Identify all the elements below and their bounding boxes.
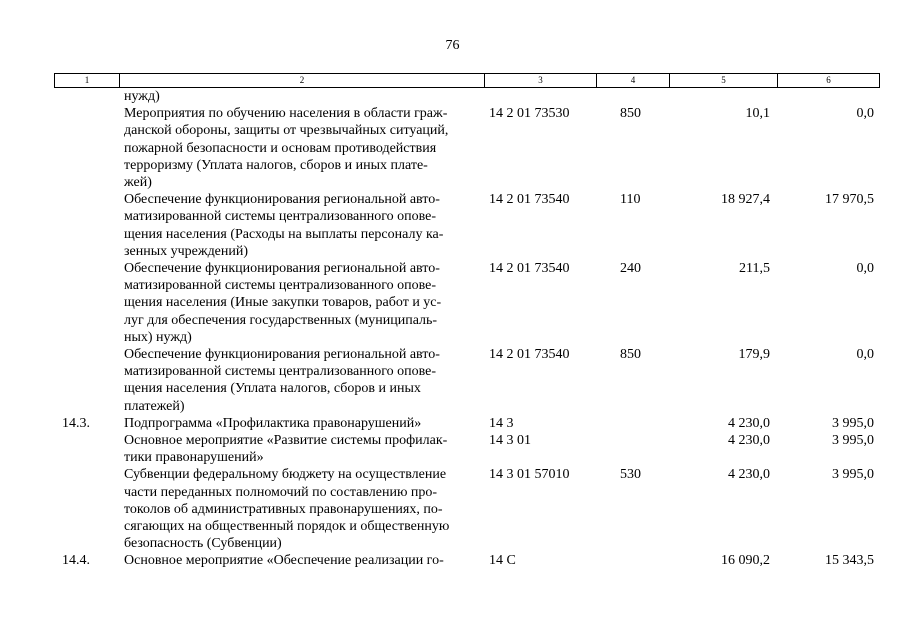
row-value-2: 17 970,5 bbox=[825, 192, 874, 208]
row-value-1: 16 090,2 bbox=[721, 553, 770, 569]
row-value-2: 0,0 bbox=[856, 261, 874, 277]
table-row bbox=[0, 260, 905, 346]
row-expense-type: 530 bbox=[620, 467, 641, 483]
row-value-2: 3 995,0 bbox=[832, 433, 874, 449]
row-code: 14 2 01 73530 bbox=[489, 106, 570, 122]
row-code: 14 3 bbox=[489, 415, 514, 431]
table-row bbox=[0, 346, 905, 415]
row-number: 14.3. bbox=[62, 415, 90, 431]
header-col-3: 3 bbox=[485, 74, 597, 87]
row-value-1: 18 927,4 bbox=[721, 192, 770, 208]
header-col-2: 2 bbox=[120, 74, 485, 87]
row-code: 14 2 01 73540 bbox=[489, 261, 570, 277]
row-description: Основное мероприятие «Развитие системы профилак- тики правонарушений» bbox=[124, 433, 448, 466]
row-value-1: 10,1 bbox=[745, 106, 770, 122]
page-number: 76 bbox=[445, 38, 460, 53]
header-col-1: 1 bbox=[55, 74, 120, 87]
row-value-2: 3 995,0 bbox=[832, 467, 874, 483]
table-row bbox=[0, 415, 905, 432]
header-col-6: 6 bbox=[826, 75, 831, 85]
row-description: Мероприятия по обучению населения в области граж- данской обороны, защиты от чрезвычайных ситуаций, пожарной безопасности и основам противодействия терроризму (Уплата налогов, сборов и иных плате- жей) bbox=[124, 106, 449, 191]
row-code: 14 С bbox=[489, 553, 516, 569]
row-description: нужд) bbox=[124, 89, 160, 104]
header-col-5: 5 bbox=[670, 74, 778, 87]
row-number: 14.4. bbox=[62, 553, 90, 569]
row-code: 14 2 01 73540 bbox=[489, 347, 570, 363]
row-value-2: 3 995,0 bbox=[832, 415, 874, 431]
table-row bbox=[0, 466, 905, 552]
row-description: Обеспечение функционирования региональной авто- матизированной системы централизованного опове- щения населения (Уплата налогов, сборов и иных платежей) bbox=[124, 347, 440, 414]
row-expense-type: 110 bbox=[620, 192, 641, 208]
row-value-1: 4 230,0 bbox=[728, 415, 770, 431]
row-code: 14 3 01 bbox=[489, 433, 531, 449]
row-expense-type: 850 bbox=[620, 347, 641, 363]
row-description: Подпрограмма «Профилактика правонарушений» bbox=[124, 415, 422, 431]
row-value-1: 211,5 bbox=[739, 261, 770, 277]
table-header bbox=[54, 73, 880, 88]
table-row bbox=[0, 552, 905, 569]
row-description: Обеспечение функционирования региональной авто- матизированной системы централизованного опове- щения населения (Расходы на выплаты персоналу ка- зенных учреждений) bbox=[124, 192, 444, 259]
row-description: Обеспечение функционирования региональной авто- матизированной системы централизованного опове- щения населения (Иные закупки товаров, работ и ус- луг для обеспечения государственных (муниципаль- ных) нужд) bbox=[124, 261, 442, 345]
table-body bbox=[0, 88, 905, 570]
row-description: Субвенции федеральному бюджету на осуществление части переданных полномочий по составлению про- токолов об административных правонарушениях, по- сягающих на общественный порядок и общественную безопасность (Субвенции) bbox=[124, 467, 450, 552]
table-row bbox=[0, 105, 905, 191]
table-row bbox=[0, 432, 905, 466]
row-code: 14 3 01 57010 bbox=[489, 467, 570, 483]
row-expense-type: 240 bbox=[620, 261, 641, 277]
row-description: Основное мероприятие «Обеспечение реализации го- bbox=[124, 553, 444, 569]
row-value-2: 0,0 bbox=[856, 106, 874, 122]
row-value-2: 0,0 bbox=[856, 347, 874, 363]
table-row bbox=[0, 88, 905, 105]
header-col-4: 4 bbox=[597, 74, 670, 87]
row-expense-type: 850 bbox=[620, 106, 641, 122]
table-row bbox=[0, 191, 905, 260]
row-value-2: 15 343,5 bbox=[825, 553, 874, 569]
row-value-1: 4 230,0 bbox=[728, 433, 770, 449]
row-value-1: 179,9 bbox=[738, 347, 770, 363]
row-value-1: 4 230,0 bbox=[728, 467, 770, 483]
row-code: 14 2 01 73540 bbox=[489, 192, 570, 208]
